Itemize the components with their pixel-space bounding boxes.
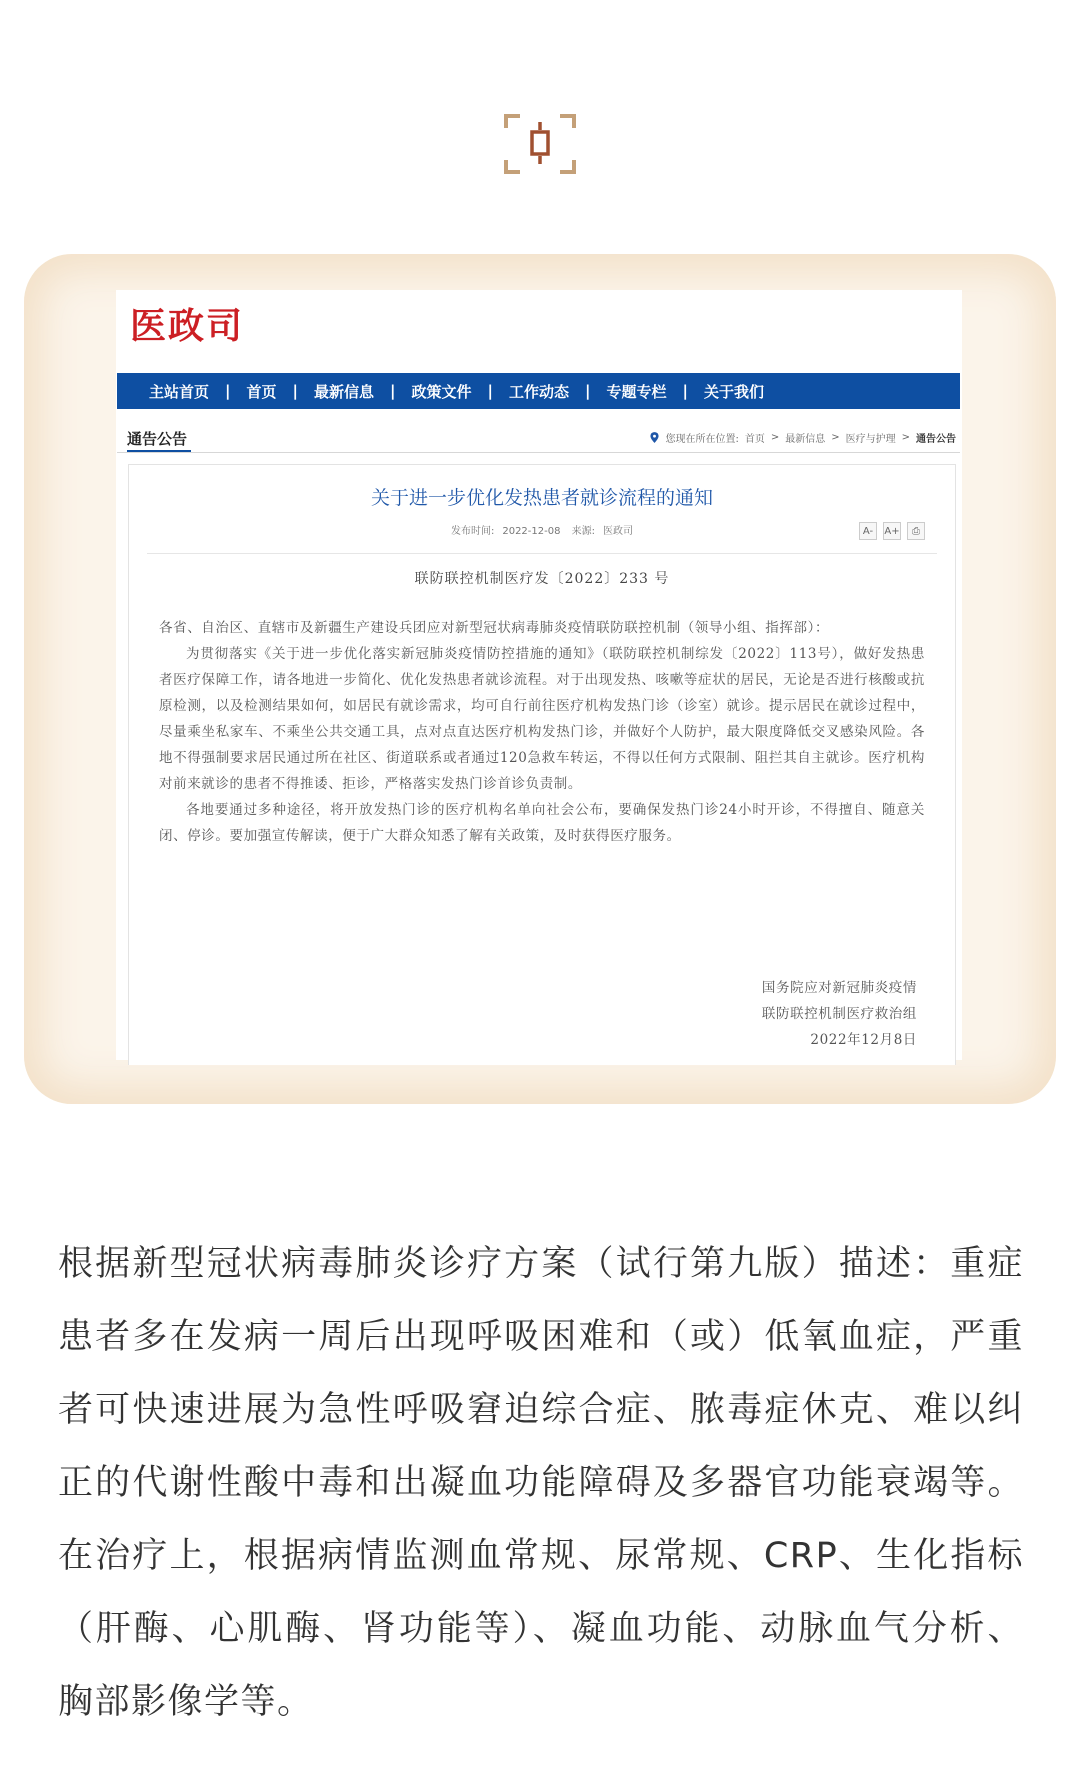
breadcrumb-prefix: 您现在所在位置:	[665, 434, 739, 445]
breadcrumb-item-latest[interactable]: 最新信息	[785, 434, 826, 445]
document-paragraph: 各地要通过多种途径，将开放发热门诊的医疗机构名单向社会公布，要确保发热门诊24小时开诊，不得擅自、随意关闭、停诊。要加强宣传解读，便于广大群众知悉了解有关政策，及时获得医疗服务。	[159, 802, 925, 844]
publish-label: 发布时间:	[450, 526, 495, 537]
site-brand[interactable]: 医政司	[130, 305, 245, 347]
print-icon[interactable]: ⎙	[907, 522, 925, 540]
document-number: 联防联控机制医疗发〔2022〕233 号	[414, 571, 670, 587]
document-body	[159, 615, 925, 849]
breadcrumb-separator: >	[770, 432, 780, 443]
breadcrumb	[650, 430, 956, 445]
source-label: 来源:	[571, 526, 596, 537]
signature-line: 国务院应对新冠肺炎疫情	[761, 980, 917, 996]
signature-date: 2022年12月8日	[810, 1032, 917, 1048]
breadcrumb-separator: >	[831, 432, 840, 443]
nav-item-work[interactable]: 工作动态	[509, 382, 570, 401]
nav-separator: |	[682, 382, 688, 400]
nav-item-latest[interactable]: 最新信息	[314, 382, 375, 401]
font-larger-button[interactable]: A+	[883, 522, 901, 540]
document-paragraph: 为贯彻落实《关于进一步优化落实新冠肺炎疫情防控措施的通知》（联防联控机制综发〔2022〕113号），做好发热患者医疗保障工作，请各地进一步简化、优化发热患者就诊流程。对于出现发热、咳嗽等症状的居民，无论是否进行核酸或抗原检测，以及检测结果如何，如居民有就诊需求，均可自行前往医疗机构发热门诊（诊室）就诊。提示居民在就诊过程中，尽量乘坐私家车、不乘坐公共交通工具，点对点直达医疗机构发热门诊，并做好个人防护，最大限度降低交叉感染风险。各地不得强制要求居民通过所在社区、街道联系或者通过120急救车转运，不得以任何方式限制、阻拦其自主就诊。医疗机构对前来就诊的患者不得推诿、拒诊，严格落实发热门诊首诊负责制。	[159, 646, 925, 792]
publish-date: 2022-12-08	[502, 526, 561, 537]
nav-separator: |	[292, 382, 298, 400]
nav-item-topics[interactable]: 专题专栏	[606, 382, 667, 401]
nav-item-policy[interactable]: 政策文件	[411, 382, 472, 401]
nav-item-home[interactable]: 首页	[246, 382, 277, 401]
nav-separator: |	[390, 382, 396, 400]
source-value: 医政司	[603, 526, 634, 537]
font-smaller-button[interactable]: A-	[859, 522, 877, 540]
nav-bar	[117, 373, 960, 409]
nav-separator: |	[585, 382, 591, 400]
document-panel	[128, 464, 956, 1065]
breadcrumb-item-current: 通告公告	[916, 434, 956, 445]
breadcrumb-separator: >	[901, 432, 910, 443]
document-meta	[129, 522, 955, 537]
location-pin-icon	[650, 432, 659, 443]
section-divider	[117, 452, 960, 453]
document-title: 关于进一步优化发热患者就诊流程的通知	[370, 487, 713, 509]
breadcrumb-item-home[interactable]: 首页	[744, 434, 765, 445]
nav-item-about[interactable]: 关于我们	[704, 382, 765, 401]
document-tools	[859, 522, 925, 540]
document-rule	[147, 553, 937, 554]
nav-item-main-home[interactable]: 主站首页	[149, 382, 210, 401]
breadcrumb-item-medical[interactable]: 医疗与护理	[845, 434, 896, 445]
frame-icon	[504, 112, 576, 176]
document-addressee: 各省、自治区、直辖市及新疆生产建设兵团应对新型冠状病毒肺炎疫情联防联控机制（领导小组、指挥部）：	[159, 620, 830, 636]
document-signature	[762, 975, 917, 1053]
section-title: 通告公告	[127, 430, 188, 448]
nav-separator: |	[225, 382, 231, 400]
nav-separator: |	[487, 382, 493, 400]
article-paragraph: 根据新型冠状病毒肺炎诊疗方案（试行第九版）描述：重症患者多在发病一周后出现呼吸困难和（或）低氧血症，严重者可快速进展为急性呼吸窘迫综合症、脓毒症休克、难以纠正的代谢性酸中毒和出凝血功能障碍及多器官功能衰竭等。在治疗上，根据病情监测血常规、尿常规、CRP、生化指标（肝酶、心肌酶、肾功能等）、凝血功能、动脉血气分析、胸部影像学等。	[58, 1244, 1024, 1722]
signature-line: 联防联控机制医疗救治组	[761, 1006, 917, 1022]
